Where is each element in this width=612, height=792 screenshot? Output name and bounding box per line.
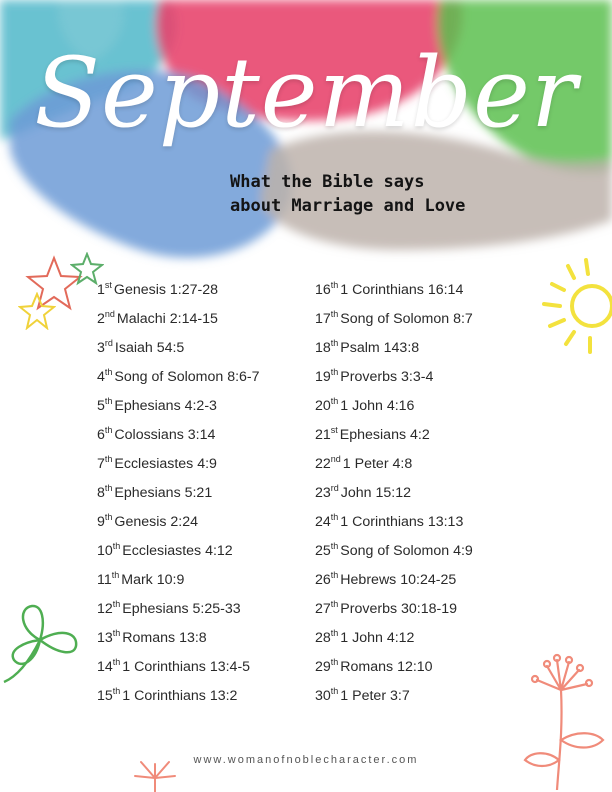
reading-day: 14 — [97, 659, 113, 675]
reading-day-suffix: th — [330, 599, 339, 609]
reading-day-suffix: th — [330, 396, 339, 406]
subtitle-line-1: What the Bible says — [230, 172, 425, 192]
reading-item — [97, 599, 260, 628]
reading-item — [315, 454, 473, 483]
reading-day-suffix: th — [104, 512, 113, 522]
reading-day-suffix: th — [112, 628, 121, 638]
reading-day-suffix: th — [330, 280, 339, 290]
reading-item — [97, 570, 260, 599]
reading-day: 2 — [97, 311, 105, 327]
reading-item — [315, 338, 473, 367]
reading-day: 7 — [97, 456, 105, 472]
reading-item — [97, 512, 260, 541]
reading-reference: Song of Solomon 8:6-7 — [114, 369, 260, 385]
reading-day-suffix: rd — [104, 338, 113, 348]
star-icon — [18, 292, 56, 330]
reading-reference: Proverbs 3:3-4 — [340, 369, 434, 385]
reading-item — [315, 686, 473, 715]
reading-reference: Colossians 3:14 — [114, 427, 216, 443]
reading-day: 1 — [97, 282, 105, 298]
reading-reference: Ephesians 5:25-33 — [122, 601, 241, 617]
reading-reference: Ephesians 4:2 — [339, 427, 430, 443]
reading-day-suffix: th — [330, 657, 339, 667]
reading-reference: Isaiah 54:5 — [114, 340, 185, 356]
reading-item — [97, 483, 260, 512]
reading-item — [97, 541, 260, 570]
reading-reference: Malachi 2:14-15 — [116, 311, 218, 327]
reading-item — [315, 483, 473, 512]
reading-day: 16 — [315, 282, 331, 298]
reading-day-suffix: nd — [104, 309, 115, 319]
reading-day-suffix: st — [104, 280, 112, 290]
sun-icon — [534, 258, 612, 358]
reading-day-suffix: th — [104, 454, 113, 464]
reading-item — [97, 628, 260, 657]
reading-reference: Genesis 1:27-28 — [113, 282, 219, 298]
reading-day: 6 — [97, 427, 105, 443]
readings-column-left — [97, 280, 260, 715]
reading-day: 27 — [315, 601, 331, 617]
reading-reference: Song of Solomon 8:7 — [340, 311, 473, 327]
reading-reference: Genesis 2:24 — [114, 514, 199, 530]
reading-item — [315, 599, 473, 628]
reading-reference: Hebrews 10:24-25 — [340, 572, 457, 588]
reading-day: 21 — [315, 427, 331, 443]
reading-reference: Ephesians 4:2-3 — [114, 398, 217, 414]
reading-day-suffix: th — [112, 657, 121, 667]
reading-item — [315, 570, 473, 599]
reading-item — [97, 657, 260, 686]
reading-day-suffix: rd — [330, 483, 339, 493]
reading-reference: Psalm 143:8 — [340, 340, 420, 356]
reading-day-suffix: th — [330, 541, 339, 551]
reading-day: 3 — [97, 340, 105, 356]
reading-day-suffix: th — [104, 483, 113, 493]
clover-icon — [0, 600, 90, 690]
reading-item — [315, 396, 473, 425]
reading-day: 28 — [315, 630, 331, 646]
reading-day-suffix: th — [112, 541, 121, 551]
reading-reference: 1 Corinthians 13:2 — [122, 688, 238, 704]
reading-day-suffix: th — [330, 512, 339, 522]
reading-item — [315, 280, 473, 309]
reading-day: 25 — [315, 543, 331, 559]
reading-reference: Proverbs 30:18-19 — [340, 601, 458, 617]
reading-day-suffix: th — [330, 686, 339, 696]
reading-item — [97, 454, 260, 483]
reading-item — [97, 309, 260, 338]
reading-day: 30 — [315, 688, 331, 704]
reading-day-suffix: th — [104, 367, 113, 377]
reading-reference: Song of Solomon 4:9 — [340, 543, 473, 559]
reading-day: 20 — [315, 398, 331, 414]
reading-item — [97, 686, 260, 715]
reading-reference: 1 John 4:16 — [340, 398, 415, 414]
readings-column-right — [315, 280, 473, 715]
reading-item — [97, 338, 260, 367]
reading-day-suffix: th — [330, 628, 339, 638]
reading-reference: Romans 13:8 — [122, 630, 207, 646]
reading-reference: 1 Peter 3:7 — [340, 688, 410, 704]
reading-day: 13 — [97, 630, 113, 646]
website-footer: www.womanofnoblecharacter.com — [193, 754, 419, 766]
reading-item — [97, 396, 260, 425]
reading-item — [315, 425, 473, 454]
reading-item — [315, 367, 473, 396]
reading-day-suffix: th — [104, 396, 113, 406]
reading-item — [315, 512, 473, 541]
reading-day: 5 — [97, 398, 105, 414]
reading-day-suffix: th — [104, 425, 113, 435]
reading-day: 15 — [97, 688, 113, 704]
reading-day-suffix: nd — [330, 454, 341, 464]
reading-day: 8 — [97, 485, 105, 501]
reading-item — [97, 280, 260, 309]
page-title: September — [34, 37, 578, 149]
reading-item — [97, 425, 260, 454]
reading-reference: Ecclesiastes 4:9 — [114, 456, 217, 472]
reading-item — [315, 657, 473, 686]
subtitle — [230, 170, 530, 218]
reading-day: 19 — [315, 369, 331, 385]
reading-day-suffix: th — [330, 309, 339, 319]
reading-item — [97, 367, 260, 396]
reading-day: 29 — [315, 659, 331, 675]
reading-reference: Ephesians 5:21 — [114, 485, 213, 501]
reading-day-suffix: th — [111, 570, 120, 580]
reading-day: 9 — [97, 514, 105, 530]
reading-day-suffix: st — [330, 425, 338, 435]
reading-day: 10 — [97, 543, 113, 559]
reading-day: 24 — [315, 514, 331, 530]
reading-day: 17 — [315, 311, 331, 327]
reading-day-suffix: th — [330, 570, 339, 580]
subtitle-line-2: about Marriage and Love — [230, 196, 466, 216]
reading-day: 18 — [315, 340, 331, 356]
reading-day-suffix: th — [112, 686, 121, 696]
reading-reference: Mark 10:9 — [121, 572, 185, 588]
reading-reference: 1 Corinthians 13:4-5 — [122, 659, 251, 675]
reading-day: 11 — [97, 572, 112, 588]
reading-item — [315, 309, 473, 338]
reading-reference: 1 Corinthians 16:14 — [340, 282, 464, 298]
reading-reference: 1 Corinthians 13:13 — [340, 514, 464, 530]
reading-day-suffix: th — [330, 367, 339, 377]
reading-day: 22 — [315, 456, 331, 472]
reading-reference: 1 Peter 4:8 — [342, 456, 413, 472]
reading-reference: Ecclesiastes 4:12 — [122, 543, 233, 559]
reading-item — [315, 628, 473, 657]
reading-day: 4 — [97, 369, 105, 385]
reading-item — [315, 541, 473, 570]
reading-reference: John 15:12 — [340, 485, 412, 501]
reading-day-suffix: th — [112, 599, 121, 609]
reading-day: 26 — [315, 572, 331, 588]
reading-day-suffix: th — [330, 338, 339, 348]
reading-reference: 1 John 4:12 — [340, 630, 415, 646]
reading-day: 12 — [97, 601, 113, 617]
reading-day: 23 — [315, 485, 331, 501]
flower-icon — [517, 650, 612, 790]
reading-reference: Romans 12:10 — [340, 659, 433, 675]
